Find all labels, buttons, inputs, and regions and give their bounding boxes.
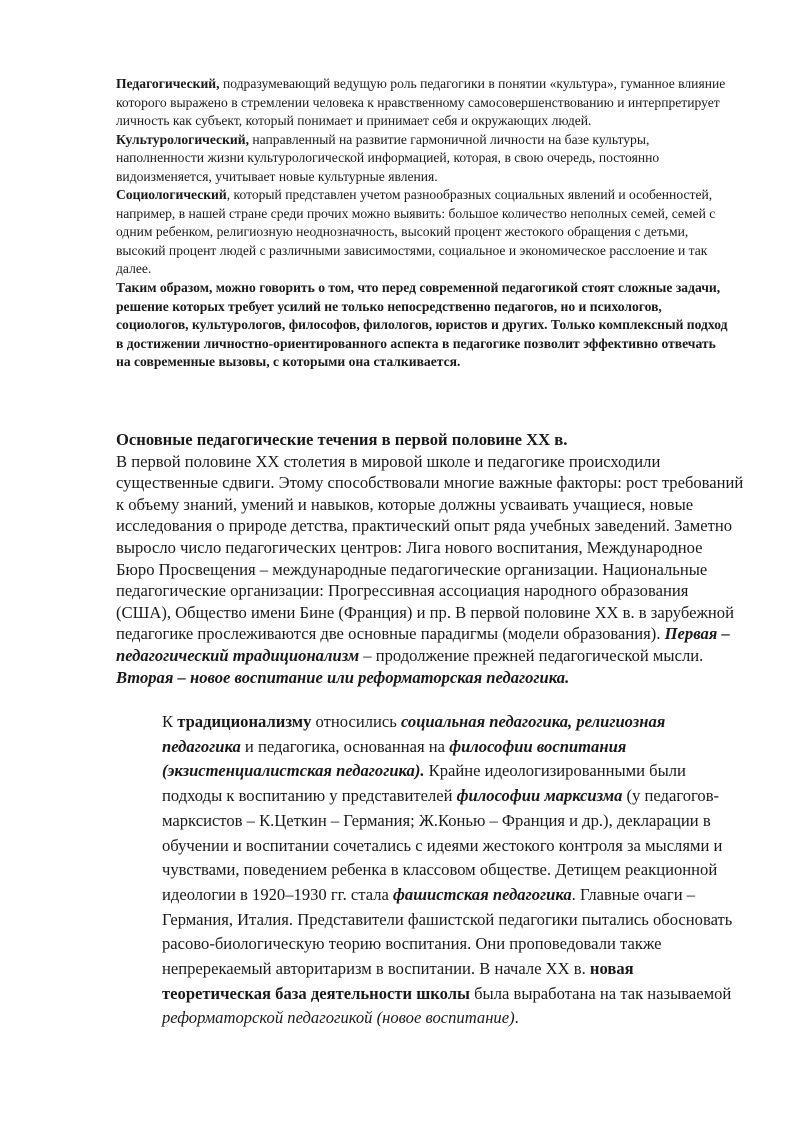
section-body-text: В первой половине XX столетия в мировой школе и педагогике происходили существенные сдвиги. Этому способствовали многие важные факторы: рост требований к объему знаний, умений и навыков, которые должны усваивать учащиеся, новые исследования о природе детства, практический опыт ряда учебных заведений. Заметно выросло число педагогических центров: Лига нового воспитания, Международное Бюро Просвещения – международные педагогические организации. Национальные педагогические организации: Прогрессивная ассоциация народного образования (США), Общество имени Бине (Франция) и пр. В первой половине XX в. в зарубежной педагогике прослеживаются две основные парадигмы (модели образования). xyxy=(116,451,744,644)
text-run: и педагогика, основанная на xyxy=(240,736,450,756)
term-social-religious: социальная педагогика, религиозная педагогика xyxy=(162,712,666,756)
intro-block xyxy=(116,75,728,372)
text-run: (у педагогов-марксистов – К.Цеткин – Германия; Ж.Конью – Франция и др.), декларации в обучении и воспитании сочетались с идеями жестокого контроля за мыслями и чувствами, поведением ребенка в классовом обществе. Детищем реакционной идеологии в 1920–1930 гг. стала xyxy=(162,786,723,904)
second-paradigm-label: Вторая – новое воспитание или реформаторская педагогика. xyxy=(116,667,570,687)
text-run: . xyxy=(514,1008,519,1028)
term-reform-pedagogy: реформаторской педагогикой (новое воспитание) xyxy=(162,1008,515,1028)
first-paradigm-label: Первая – педагогический традиционализм xyxy=(116,624,730,665)
term-culturological: Культурологический, xyxy=(116,131,249,147)
term-philosophy-education: философии воспитания (экзистенциалистская педагогика). xyxy=(162,736,627,781)
indented-paragraph xyxy=(162,710,742,1031)
term-marxism: философии марксизма xyxy=(456,786,623,806)
section-heading: Основные педагогические течения в первой половине XX в. xyxy=(116,430,568,449)
text-run: Крайне идеологизированными были подходы к воспитанию у представителей xyxy=(162,761,686,806)
term-new-base: новая теоретическая база деятельности школы xyxy=(162,959,634,1003)
conclusion-paragraph: Таким образом, можно говорить о том, что перед современной педагогикой стоят сложные задачи, решение которых требует усилий не только непосредственно педагогов, но и психологов, социологов, культурологов, философов, филологов, юристов и других. Только комплексный подход в достижении личностно-ориентированного аспекта в педагогике позволит эффективно отвечать на современные вызовы, с которыми она сталкивается. xyxy=(116,280,728,370)
paragraph-sociological xyxy=(116,186,728,279)
paragraph-text: , который представлен учетом разнообразных социальных явлений и особенностей, например, в нашей стране среди прочих можно выявить: большое количество неполных семей, семей с одним ребенком, религиозную неоднозначность, высокий процент жестокого обращения с детьми, высокий процент людей с различными зависимостями, социальное и экономическое расслоение и так далее. xyxy=(116,187,716,277)
section-body xyxy=(116,451,744,689)
section-block xyxy=(116,429,744,688)
paragraph-text: направленный на развитие гармоничной личности на базе культуры, наполненности жизни культурологической информацией, которая, в свою очередь, постоянно видоизменяется, учитывает новые культурные явления. xyxy=(116,131,660,184)
paragraph-culturological xyxy=(116,131,728,187)
first-paradigm-text: – продолжение прежней педагогической мысли. xyxy=(359,645,704,665)
text-run: была выработана на так называемой xyxy=(469,983,732,1003)
text-run: . Главные очаги – Германия, Италия. Представители фашистской педагогики пытались обосновать расово-биологическую теорию воспитания. Они проповедовали также непререкаемый авторитаризм в воспитании. В начале XX в. xyxy=(162,884,733,979)
term-traditionalism: традиционализму xyxy=(177,712,312,731)
paragraph-pedagogical xyxy=(116,75,728,131)
text-run: К xyxy=(162,712,178,731)
text-run: относились xyxy=(311,712,401,731)
term-pedagogical: Педагогический, xyxy=(116,76,220,91)
term-sociological: Социологический xyxy=(116,187,227,203)
term-fascist-pedagogy: фашистская педагогика xyxy=(393,884,572,904)
paragraph-text: подразумевающий ведущую роль педагогики в понятии «культура», гуманное влияние которого выражено в стремлении человека к нравственному самосовершенствованию и интерпретирует личность как субъект, который понимает и принимает себя и окружающих людей. xyxy=(116,76,726,129)
indented-block xyxy=(162,710,742,1031)
